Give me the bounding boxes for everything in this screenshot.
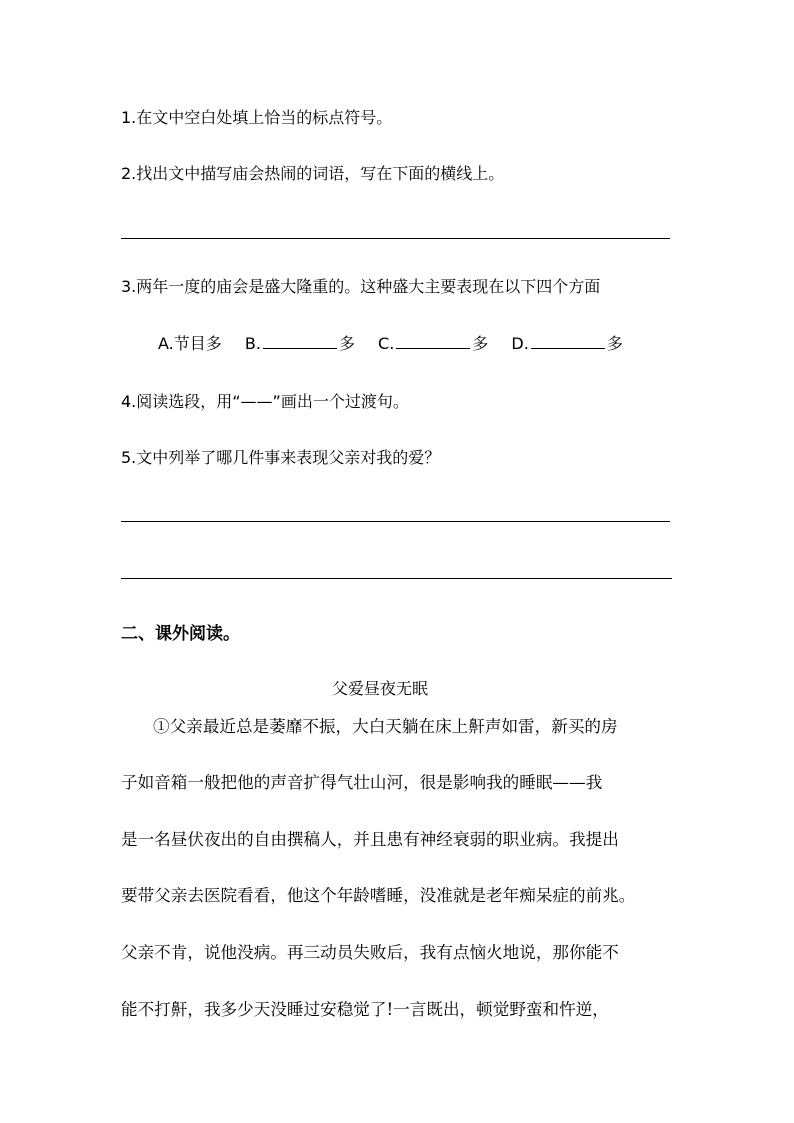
answer-line-q5-2[interactable] — [121, 578, 672, 579]
question-4: 4.阅读选段，用“——”画出一个过渡句。 — [121, 392, 409, 411]
blank-d[interactable] — [531, 334, 605, 349]
option-d: D. 多 — [511, 334, 623, 353]
question-3: 3.两年一度的庙会是盛大隆重的。这种盛大主要表现在以下四个方面 — [121, 277, 601, 296]
paragraph-line: 子如音箱一般把他的声音扩得气壮山河，很是影响我的睡眠——我 — [121, 773, 603, 792]
question-1: 1.在文中空白处填上恰当的标点符号。 — [121, 108, 393, 127]
section-2-heading: 二、课外阅读。 — [121, 624, 240, 644]
paragraph-line: 父亲不肯，说他没病。再三动员失败后，我有点恼火地说，那你能不 — [121, 943, 619, 962]
paragraph-line: 是一名昼伏夜出的自由撰稿人，并且患有神经衰弱的职业病。我提出 — [121, 830, 619, 849]
option-b: B. 多 — [244, 334, 355, 353]
answer-line-q2[interactable] — [121, 238, 670, 239]
paragraph-line: 要带父亲去医院看看，他这个年龄嗜睡，没准就是老年痴呆症的前兆。 — [121, 886, 636, 905]
option-a: A.节目多 — [158, 334, 222, 353]
blank-b[interactable] — [263, 334, 337, 349]
paragraph-line: ①父亲最近总是萎靡不振，大白天躺在床上鼾声如雷，新买的房 — [153, 717, 618, 736]
article-title: 父爱昼夜无眠 — [332, 679, 429, 698]
paragraph-line: 能不打鼾，我多少天没睡过安稳觉了!一言既出，顿觉野蛮和忤逆， — [121, 1000, 609, 1019]
option-c: C. 多 — [378, 334, 489, 353]
blank-c[interactable] — [396, 334, 470, 349]
question-2: 2.找出文中描写庙会热闹的词语，写在下面的横线上。 — [121, 164, 505, 183]
answer-line-q5-1[interactable] — [121, 521, 670, 522]
question-3-options — [158, 334, 641, 354]
question-5: 5.文中列举了哪几件事来表现父亲对我的爱？ — [121, 448, 441, 467]
